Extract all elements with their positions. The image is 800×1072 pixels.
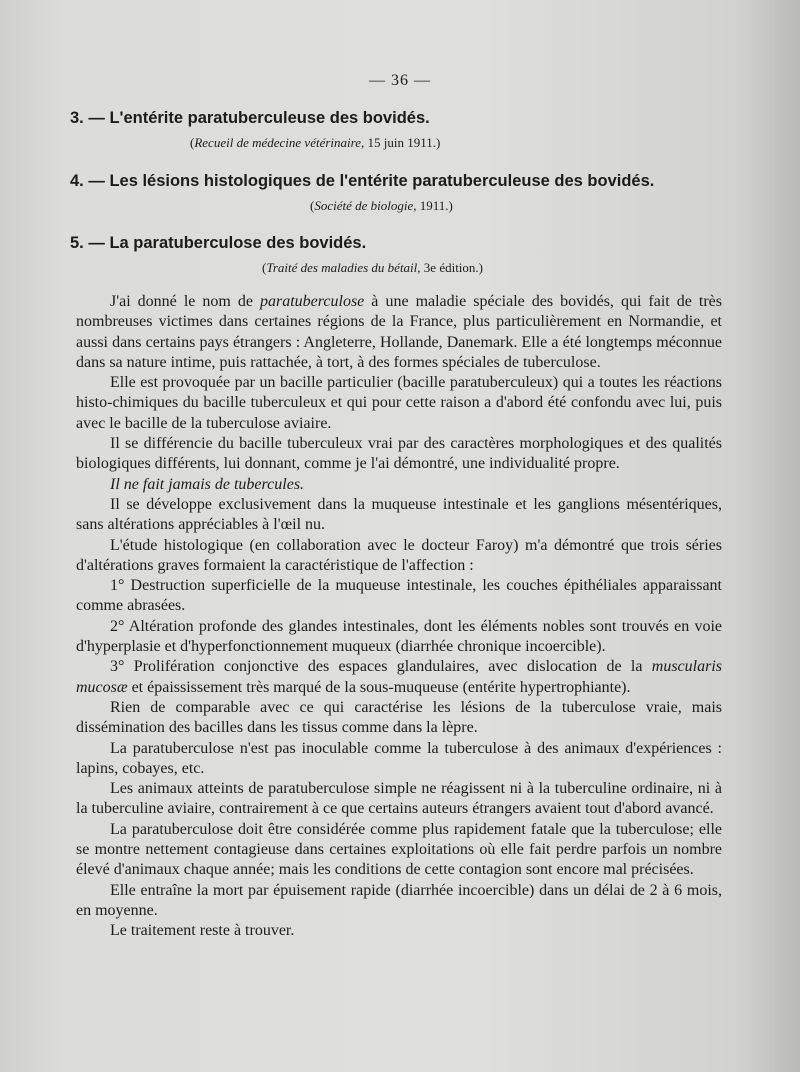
paragraph: La paratuberculose doit être considérée comme plus rapidement fatale que la tuberculose; elle se montre nettement contagieuse dans certaines exploitations où elle fait perdre parfois un nombre élevé d'animaux chaque année; mais les conditions de cette contagion sont encore mal précisées. [76,820,722,879]
paragraph: L'étude histologique (en collaboration avec le docteur Faroy) m'a démontré que trois séries d'altérations graves formaient la caractéristique de l'affection : [76,536,722,574]
publication-title-text: L'entérite paratuberculeuse des bovidés. [109,109,430,127]
source-date: 15 juin 1911.) [364,135,441,150]
emphasis: paratuberculose [260,293,365,310]
paragraph: J'ai donné le nom de paratuberculose à une maladie spéciale des bovidés, qui fait de très nombreuses victimes dans certaines régions de la France, plus particulièrement en Normandie, et aussi dans certains pays étrangers : Angleterre, Hollande, Danemark. Elle a été longtemps méconnue dans sa nature intime, puis rattachée, à tort, à des formes spéciales de tuberculose. [76,293,722,371]
source-journal: Recueil de médecine vétérinaire, [194,135,365,150]
publication-entry [70,171,720,213]
publication-entry [70,108,720,150]
paragraph: Elle est provoquée par un bacille particulier (bacille paratuberculeux) qui a toutes les réactions histo-chimiques du bacille tuberculeux et qui pour cette raison a d'abord été confondu avec lui, puis avec le bacille de la tuberculose aviaire. [76,374,722,432]
publication-source: (Société de biologie, 1911.) [310,198,453,213]
paragraph: 1° Destruction superficielle de la muqueuse intestinale, les couches épithéliales apparaissant comme abrasées. [76,577,722,615]
paragraph: Il se développe exclusivement dans la muqueuse intestinale et les ganglions mésentériques, sans altérations appréciables à l'œil nu. [76,495,722,534]
publication-entry [70,233,720,275]
publication-number: 5. [70,234,84,252]
paragraph: Le traitement reste à trouver. [110,922,295,940]
publication-title: 3. — L'entérite paratuberculeuse des bovidés. [70,109,430,127]
paragraph: Il se différencie du bacille tuberculeux vrai par des caractères morphologiques et des qualités biologiques différents, lui donnant, comme je l'ai démontré, une individualité propre. [76,435,722,473]
emphasis: muscularis mucosæ [76,658,722,696]
publication-title-text: La paratuberculose des bovidés. [109,234,367,252]
paragraph: Elle entraîne la mort par épuisement rapide (diarrhée incoercible) dans un délai de 2 à 6 mois, en moyenne. [76,881,722,919]
paragraph: 3° Prolifération conjonctive des espaces glandulaires, avec dislocation de la muscularis mucosæ et épaississement très marqué de la sous-muqueuse (entérite hypertrophiante). [76,658,722,696]
publication-source: (Recueil de médecine vétérinaire, 15 juin 1911.) [190,135,441,150]
publication-source: (Traité des maladies du bétail, 3e édition.) [262,260,484,275]
publication-title-text: Les lésions histologiques de l'entérite paratuberculeuse des bovidés. [109,172,655,190]
source-journal: Société de biologie, [314,198,417,213]
publication-title: 4. — Les lésions histologiques de l'entérite paratuberculeuse des bovidés. [70,172,655,190]
body-text [76,292,722,942]
publication-number: 3. [70,109,84,127]
paragraph: Rien de comparable avec ce qui caractérise les lésions de la tuberculose vraie, mais dissémination des bacilles dans les tissus comme dans la lèpre. [76,698,722,737]
source-date: 3e édition.) [420,260,484,275]
publication-title: 5. — La paratuberculose des bovidés. [70,234,367,252]
paragraph: La paratuberculose n'est pas inoculable comme la tuberculose à des animaux d'expériences : lapins, cobayes, etc. [76,739,722,777]
paragraph: Les animaux atteints de paratuberculose simple ne réagissent ni à la tuberculine ordinaire, ni à la tuberculine aviaire, contrairement à ce que certains auteurs étrangers avaient tout d'abord avancé. [76,780,722,818]
paragraph: 2° Altération profonde des glandes intestinales, dont les éléments nobles sont trouvés en voie d'hyperplasie et d'hyperfonctionnement muqueux (diarrhée chronique incoercible). [76,617,722,656]
source-journal: Traité des maladies du bétail, [266,260,421,275]
page-number: — 36 — [369,72,431,89]
source-date: 1911.) [416,198,453,213]
paragraph-italic: Il ne fait jamais de tubercules. [110,475,305,493]
publication-number: 4. [70,172,84,190]
